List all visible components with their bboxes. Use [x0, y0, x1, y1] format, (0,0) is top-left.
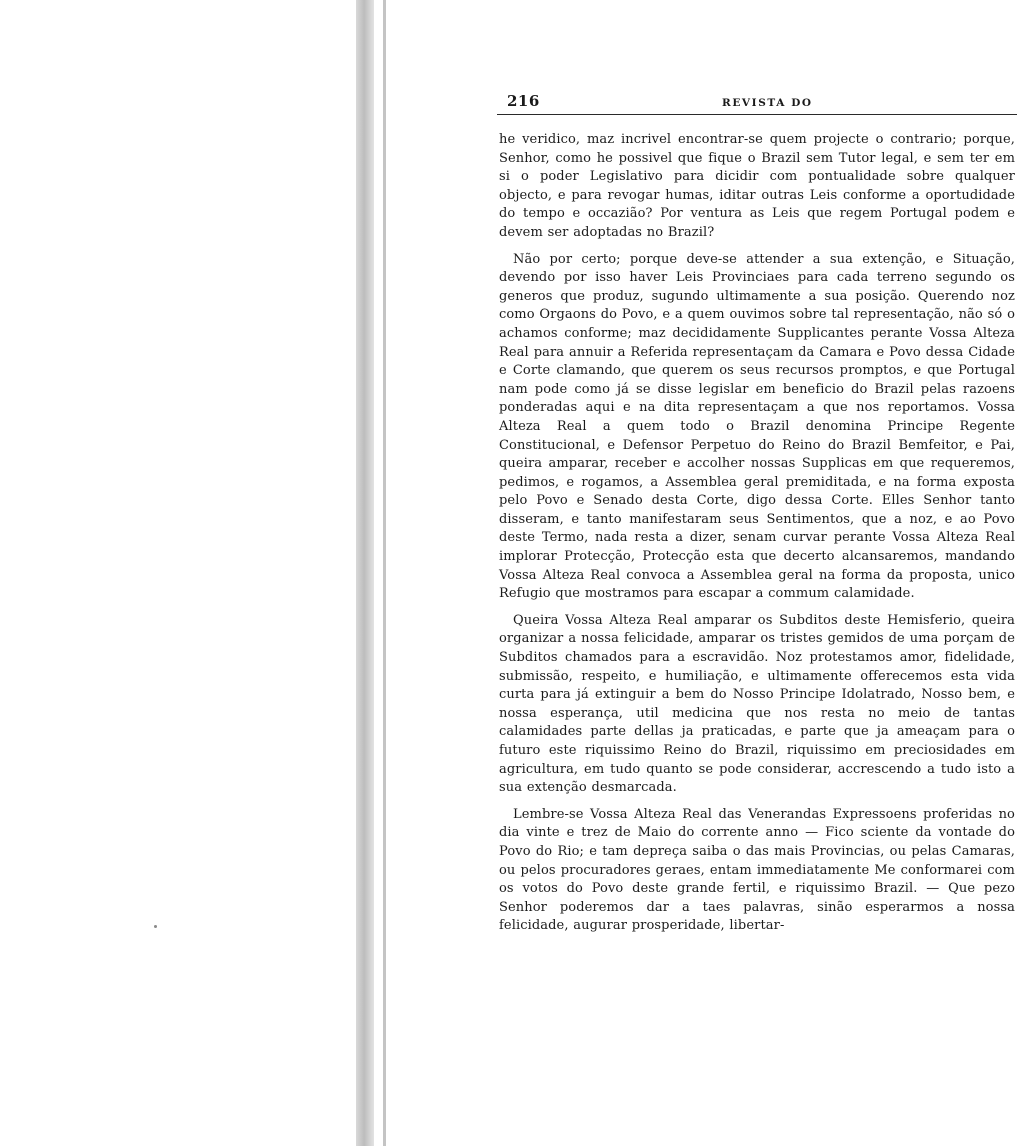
paragraph: he veridico, maz incrivel encontrar-se quem projecte o contrario; porque, Senhor, como he possivel que fique o Brazil sem Tutor legal, e sem ter em si o poder Legislativo para dicidir com pontualidade sobre qualquer objecto, e para revogar humas, iditar outras Leis conforme a oportudidade do tempo e occazião? Por ventura as Leis que regem Portugal podem e devem ser adoptadas no Brazil? — [499, 132, 1015, 240]
running-header — [497, 90, 1017, 115]
page-number: 216 — [507, 92, 540, 110]
paragraph: Lembre-se Vossa Alteza Real das Venerandas Expressoens proferidas no dia vinte e trez de Maio do corrente anno — Fico sciente da vontade do Povo do Rio; e tam depreça saiba o das mais Provincias, ou pelas Camaras, ou pelos procuradores geraes, entam immediatamente Me conformarei com os votos do Povo deste grande fertil, e riquissimo Brazil. — Que pezo Senhor poderemos dar a taes palavras, sinão esperarmos a nossa felicidade, augurar prosperidade, libertar- — [499, 806, 1015, 934]
running-title: REVISTA DO — [722, 97, 813, 109]
body-text — [497, 131, 1017, 936]
gutter-shadow-line — [383, 0, 386, 1146]
paper-speck — [154, 925, 157, 928]
book-binding-gutter — [356, 0, 374, 1146]
paragraph: Não por certo; porque deve-se attender a sua extenção, e Situação, devendo por isso haver Leis Provinciaes para cada terreno segundo os generos que produz, sugundo ultimamente a sua posição. Querendo noz como Orgaons do Povo, e a quem ouvimos sobre tal representação, não só o achamos conforme; maz decididamente Supplicantes perante Vossa Alteza Real para annuir a Referida representaçam da Camara e Povo dessa Cidade e Corte clamando, que querem os seus recursos promptos, e que Portugal nam pode como já se disse legislar em beneficio do Brazil pelas razoens ponderadas aqui e na dita representaçam a que nos reportamos. Vossa Alteza Real a quem todo o Brazil denomina Principe Regente Constitucional, e Defensor Perpetuo do Reino do Brazil Bemfeitor, e Pai, queira amparar, receber e accolher nossas Supplicas em que requeremos, pedimos, e rogamos, a Assemblea geral premiditada, e na forma exposta pelo Povo e Senado desta Corte, digo dessa Corte. Elles Senhor tanto disseram, e tanto manifestaram seus Sentimentos, que a noz, e ao Povo deste Termo, nada resta a dizer, senam curvar perante Vossa Alteza Real implorar Protecção, Protecção esta que decerto alcansaremos, mandando Vossa Alteza Real convoca a Assemblea geral na forma da proposta, unico Refugio que mostramos para escapar a commum calamidade. — [499, 251, 1015, 602]
paragraph: Queira Vossa Alteza Real amparar os Subditos deste Hemisferio, queira organizar a nossa felicidade, amparar os tristes gemidos de uma porçam de Subditos chamados para a escravidão. Noz protestamos amor, fidelidade, submissão, respeito, e humiliação, e ultimamente offerecemos esta vida curta para já extinguir a bem do Nosso Principe Idolatrado, Nosso bem, e nossa esperança, util medicina que nos resta no meio de tantas calamidades parte dellas ja praticadas, e parte que ja ameaçam para o futuro este riquissimo Reino do Brazil, riquissimo em preciosidades em agricultura, em tudo quanto se pode considerar, accrescendo a tudo isto a sua extenção desmarcada. — [499, 612, 1015, 796]
document-page — [497, 90, 1017, 944]
